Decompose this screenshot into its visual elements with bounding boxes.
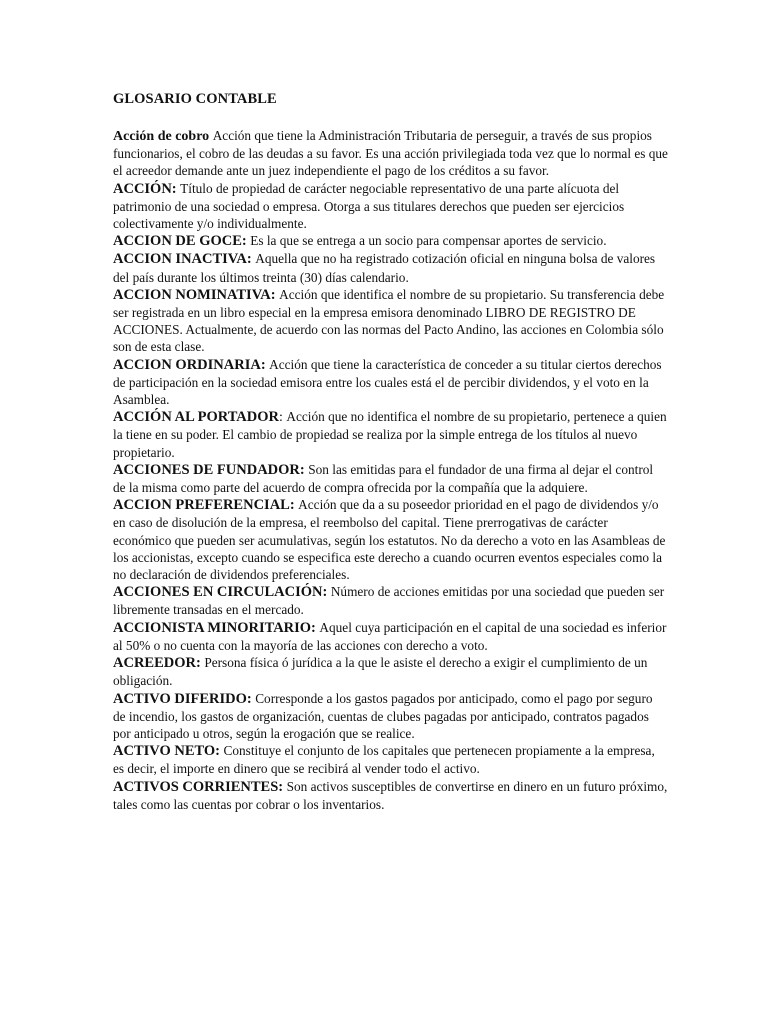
entry-definition-caps: LIBRO DE REGISTRO DE ACCIONES (113, 305, 636, 338)
entry-definition: Son las emitidas para el fundador de una firma al dejar el control de la misma como parte del acuerdo de compra ofrecida por la compañía que la adquiere. (113, 461, 654, 496)
entry-definition: Constituye el conjunto de los capitales que pertenecen propiamente a la empresa, es decir, el importe en dinero que se recibirá al vender todo el activo. (113, 743, 655, 777)
entry-term: ACCION ORDINARIA: (113, 356, 266, 373)
entry-term: ACCION NOMINATIVA: (113, 286, 276, 303)
entry-definition: Persona física ó jurídica a la que le asiste el derecho a exigir el cumplimiento de un obligación. (113, 655, 648, 689)
entry-term: Acción de cobro (113, 129, 210, 144)
entry-definition: Acción que tiene la característica de conceder a su titular ciertos derechos de participación en la sociedad emisora entre los cuales está el de percibir dividendos, y el voto en la Asamblea. (113, 356, 662, 408)
entry-definition: Título de propiedad de carácter negociable representativo de una parte alícuota del patrimonio de una sociedad o empresa. Otorga a sus titulares derechos que pueden ser ejercicios colectivamente y/o individualmente. (113, 180, 625, 232)
entry-definition: Acción que no identifica el nombre de su propietario, pertenece a quien la tiene en su poder. El cambio de propiedad se realiza por la simple entrega de los títulos al nuevo propietario. (113, 409, 667, 460)
entry-term: ACCIÓN: (113, 180, 177, 197)
glossary-entry-accion-de-cobro (113, 127, 668, 180)
document-title: GLOSARIO CONTABLE (113, 91, 277, 107)
entry-term: ACTIVOS CORRIENTES: (113, 778, 284, 795)
entry-definition: Número de acciones emitidas por una sociedad que pueden ser libremente transadas en el mercado. (113, 584, 665, 618)
entry-definition-lead: Aquella que no ha registrado cotización oficial en ninguna bolsa (255, 251, 598, 267)
entry-term: ACCION DE GOCE: (113, 233, 247, 250)
glossary-entry-accionista-minoritario (113, 619, 668, 654)
entry-definition: Acción que identifica el nombre de su propietario. Su transferencia debe ser registrada en un libro especial en la empresa emisora denominado (113, 286, 665, 321)
glossary-entry-accion-ordinaria (113, 356, 668, 409)
entry-term: ACTIVO DIFERIDO: (113, 690, 252, 707)
entry-definition: Es la que se entrega a un socio para compensar aportes de servicio. (250, 233, 607, 249)
entry-separator: : (279, 410, 287, 426)
glossary-entry-accion (113, 180, 668, 233)
entry-term: ACCION PREFERENCIAL: (113, 497, 295, 514)
entry-term: ACCIÓN AL PORTADOR (113, 409, 279, 426)
entry-term: ACCIONES DE FUNDADOR: (113, 461, 305, 478)
entry-definition: Corresponde a los gastos pagados por anticipado, como el pago por seguro de incendio, los gastos de organización, cuentas de clubes pagadas por anticipado, contratos pagados por anticipado u otros, según la erogación que se realice. (113, 690, 653, 741)
entry-term: ACCIONISTA MINORITARIO: (113, 619, 316, 636)
entry-term: ACREEDOR: (113, 655, 201, 672)
glossary-entry-acreedor (113, 654, 668, 689)
entry-definition: Aquel cuya participación en el capital de una sociedad es inferior al 50% o no cuenta con la mayoría de las acciones con derecho a voto. (113, 619, 667, 653)
entry-definition: Acción que da a su poseedor prioridad en el pago de dividendos y/o en caso de disolución de la empresa, el reembolso del capital. Tiene prerrogativas de carácter económico que pueden ser acumulativas, según los estatutos. No da derecho a voto en las Asambleas de los accionistas, excepto cuando se especifica este derecho a cuando ocurren eventos especiales como la no declaración de dividendos preferenciales. (113, 497, 666, 583)
entry-term: ACTIVO NETO: (113, 743, 221, 760)
entry-definition-tail: . Actualmente, de acuerdo con las normas del Pacto Andino, las acciones en Colombia sólo son de esta clase. (113, 322, 664, 355)
glossary-entry-accion-de-goce (113, 232, 668, 250)
entry-definition: de valores del país durante los últimos treinta (30) días calendario. (113, 251, 656, 285)
entry-definition: Son activos susceptibles de convertirse en dinero en un futuro próximo, tales como las cuentas por cobrar o los inventarios. (113, 778, 668, 812)
glossary-entry-acciones-en-circulacion (113, 583, 668, 618)
glossary-entry-activo-neto (113, 742, 668, 777)
glossary-entry-accion-inactiva (113, 250, 668, 285)
glossary-entry-accion-nominativa (113, 286, 668, 356)
glossary-entry-accion-al-portador (113, 408, 668, 461)
entry-definition: Acción que tiene la Administración Tributaria de perseguir, a través de sus propios funcionarios, el cobro de las deudas a su favor. Es una acción privilegiada toda vez que lo normal es que el acreedor demande ante un juez independiente el pago de los créditos a su favor. (113, 128, 668, 179)
entry-term: ACCION INACTIVA: (113, 251, 252, 268)
glossary-entry-acciones-de-fundador (113, 461, 668, 496)
glossary-entry-activo-diferido (113, 690, 668, 743)
entry-term: ACCIONES EN CIRCULACIÓN: (113, 584, 328, 601)
glossary-entry-activos-corrientes (113, 778, 668, 813)
glossary-entry-accion-preferencial (113, 496, 668, 583)
